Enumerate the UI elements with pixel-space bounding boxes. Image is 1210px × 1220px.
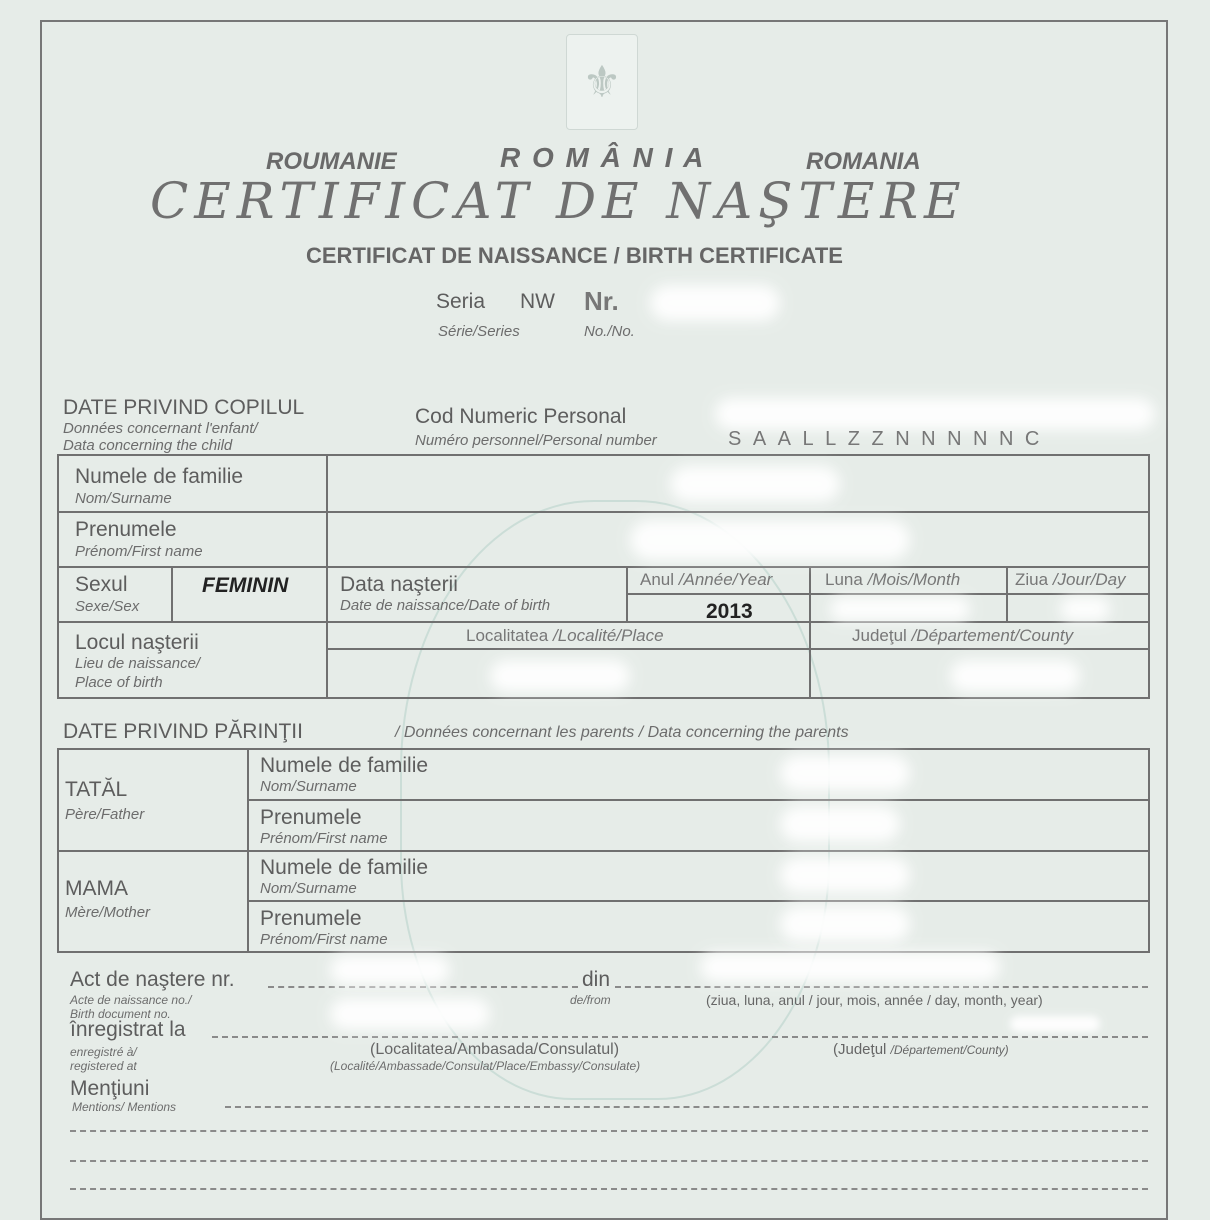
locality-sub: /Localité/Place: [552, 626, 664, 645]
redacted-registered-county: [1010, 1016, 1100, 1032]
redacted-firstname: [630, 520, 910, 560]
month-label: Luna: [825, 570, 863, 589]
redacted-registered-place: [330, 998, 490, 1030]
mother-surname-sub: Nom/Surname: [260, 880, 357, 897]
registered-sub-fr: enregistré à/: [70, 1045, 137, 1059]
mentions-sub: Mentions/ Mentions: [72, 1100, 177, 1114]
month-sub: /Mois/Month: [867, 570, 961, 589]
locality-label: Localitatea: [466, 626, 549, 645]
sex-label: Sexul: [75, 573, 128, 596]
din-label: din: [582, 968, 611, 991]
father-surname-sub: Nom/Surname: [260, 778, 357, 795]
act-label: Act de naştere nr.: [70, 968, 235, 991]
cnp-sub: Numéro personnel/Personal number: [415, 432, 657, 449]
year-label: Anul: [640, 570, 675, 589]
cnp-format: SAALLZZNNNNNC: [728, 428, 1051, 450]
country-en: ROMANIA: [806, 148, 921, 175]
seria-sub: Série/Series: [438, 323, 520, 340]
county-sub: /Département/County: [911, 626, 1074, 645]
mother-label: MAMA: [65, 877, 128, 900]
father-surname-label: Numele de familie: [260, 754, 429, 777]
registered-county-sub: /Département/County): [890, 1043, 1009, 1057]
child-heading: DATE PRIVIND COPILUL: [63, 396, 305, 419]
dob-label: Data naşterii: [340, 573, 458, 596]
seria-label: Seria: [436, 290, 486, 313]
cnp-label: Cod Numeric Personal: [415, 405, 627, 428]
parents-heading-sub: / Données concernant les parents / Data concerning the parents: [395, 724, 849, 741]
firstname-sub: Prénom/First name: [75, 543, 203, 560]
day-sub: /Jour/Day: [1052, 570, 1126, 589]
act-sub-fr: Acte de naissance no./: [70, 993, 192, 1007]
date-hint: (ziua, luna, anul / jour, mois, année / day, month, year): [706, 992, 1043, 1008]
registered-place-sub: (Localité/Ambassade/Consulat/Place/Embassy/Consulate): [330, 1059, 641, 1073]
day-label: Ziua: [1015, 570, 1049, 589]
document-title: CERTIFICAT DE NAŞTERE: [150, 172, 967, 230]
nr-sub: No./No.: [584, 323, 635, 340]
redacted-act-number: [330, 955, 450, 985]
sex-value: FEMININ: [202, 574, 289, 597]
redacted-serial: [650, 285, 780, 321]
child-heading-fr: Données concernant l'enfant/: [63, 420, 258, 437]
redacted-county: [950, 660, 1080, 692]
country-ro: R O M Â N I A: [500, 142, 706, 173]
surname-label: Numele de familie: [75, 465, 244, 488]
redacted-month: [830, 597, 970, 621]
mother-sub: Mère/Mother: [65, 904, 151, 921]
document-subtitle: CERTIFICAT DE NAISSANCE / BIRTH CERTIFICATE: [306, 243, 843, 268]
mother-surname-label: Numele de familie: [260, 856, 429, 879]
county-label: Judeţul: [852, 626, 907, 645]
act-sub-en: Birth document no.: [70, 1007, 171, 1021]
pob-sub-fr: Lieu de naissance/: [75, 655, 201, 672]
sex-sub: Sexe/Sex: [75, 598, 140, 615]
father-firstname-sub: Prénom/First name: [260, 830, 388, 847]
redacted-act-date: [700, 952, 1000, 982]
redacted-mother-surname: [780, 857, 910, 893]
din-sub: de/from: [570, 993, 611, 1007]
redacted-locality: [490, 660, 630, 692]
year-value: 2013: [706, 600, 753, 623]
registered-sub-en: registered at: [70, 1059, 137, 1073]
parents-heading: DATE PRIVIND PĂRINŢII: [63, 720, 303, 743]
registered-place-hint: (Localitatea/Ambasada/Consulatul): [370, 1041, 620, 1058]
registered-label: înregistrat la: [70, 1018, 186, 1041]
surname-sub: Nom/Surname: [75, 490, 172, 507]
year-sub: /Année/Year: [678, 570, 773, 589]
coat-of-arms-emblem: ⚜: [566, 34, 638, 130]
pob-label: Locul naşterii: [75, 631, 199, 654]
redacted-mother-firstname: [780, 906, 910, 942]
redacted-father-surname: [780, 755, 910, 791]
redacted-surname: [670, 466, 840, 502]
dob-sub: Date de naissance/Date of birth: [340, 597, 551, 614]
father-sub: Père/Father: [65, 806, 145, 823]
registered-county-hint: (Judeţul: [833, 1041, 887, 1058]
father-label: TATĂL: [65, 778, 128, 801]
mother-firstname-sub: Prénom/First name: [260, 931, 388, 948]
father-firstname-label: Prenumele: [260, 806, 362, 829]
mother-firstname-label: Prenumele: [260, 907, 362, 930]
pob-sub-en: Place of birth: [75, 674, 163, 691]
child-heading-en: Data concerning the child: [63, 437, 233, 454]
firstname-label: Prenumele: [75, 518, 177, 541]
redacted-cnp: [715, 398, 1155, 430]
seria-value: NW: [520, 290, 555, 313]
redacted-father-firstname: [780, 806, 900, 842]
country-fr: ROUMANIE: [266, 148, 397, 175]
redacted-day: [1060, 597, 1110, 621]
nr-label: Nr.: [584, 286, 619, 316]
mentions-label: Menţiuni: [70, 1077, 150, 1100]
